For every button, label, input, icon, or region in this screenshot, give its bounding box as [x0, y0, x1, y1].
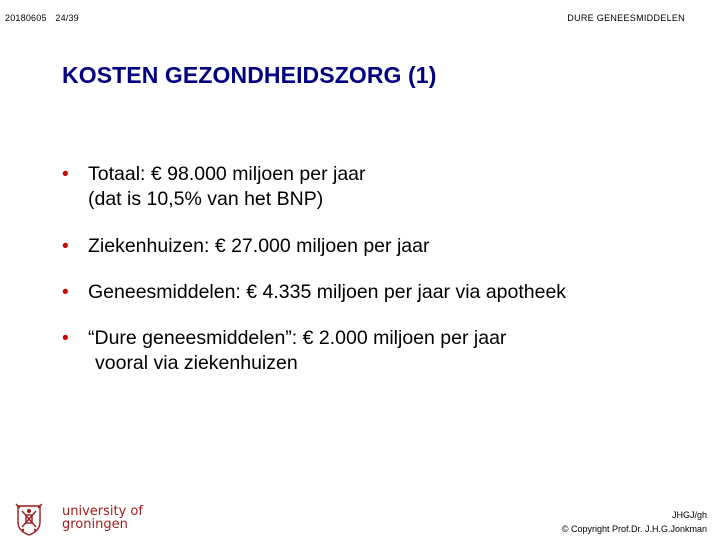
bullet-item-ziekenhuizen [62, 234, 712, 259]
bullet-text: Totaal: € 98.000 miljoen per jaar [88, 163, 366, 185]
slide-date: 20180605 [5, 13, 47, 23]
bullet-subtext: (dat is 10,5% van het BNP) [88, 188, 324, 210]
bullet-text: Geneesmiddelen: € 4.335 miljoen per jaar via apotheek [88, 281, 567, 303]
slide-title: KOSTEN GEZONDHEIDSZORG (1) [62, 62, 437, 88]
bullet-subtext: vooral via ziekenhuizen [95, 352, 298, 374]
bullet-list [62, 162, 712, 376]
bullet-item-geneesmiddelen [62, 280, 712, 305]
section-title: DURE GENEESMIDDELEN [567, 13, 685, 23]
bullet-icon: • [62, 236, 69, 257]
wordmark-line-1: university of [62, 504, 143, 519]
wordmark-line-2: groningen [62, 517, 128, 532]
university-wordmark [62, 505, 143, 531]
bullet-icon: • [62, 282, 69, 303]
bullet-item-totaal [62, 162, 712, 212]
bullet-icon: • [62, 164, 69, 185]
author-initials: JHGJ/gh [671, 510, 707, 520]
bullet-text: Ziekenhuizen: € 27.000 miljoen per jaar [88, 235, 430, 257]
bullet-text: “Dure geneesmiddelen”: € 2.000 miljoen per jaar [88, 327, 507, 349]
slide-footer [562, 508, 707, 536]
slide-page-number: 24/39 [55, 13, 79, 23]
bullet-icon: • [62, 328, 69, 349]
bullet-item-dure-geneesmiddelen [62, 326, 712, 376]
university-logo [10, 500, 150, 536]
slide-meta [5, 13, 79, 23]
university-seal-icon [12, 502, 46, 536]
copyright-notice: © Copyright Prof.Dr. J.H.G.Jonkman [561, 524, 707, 534]
